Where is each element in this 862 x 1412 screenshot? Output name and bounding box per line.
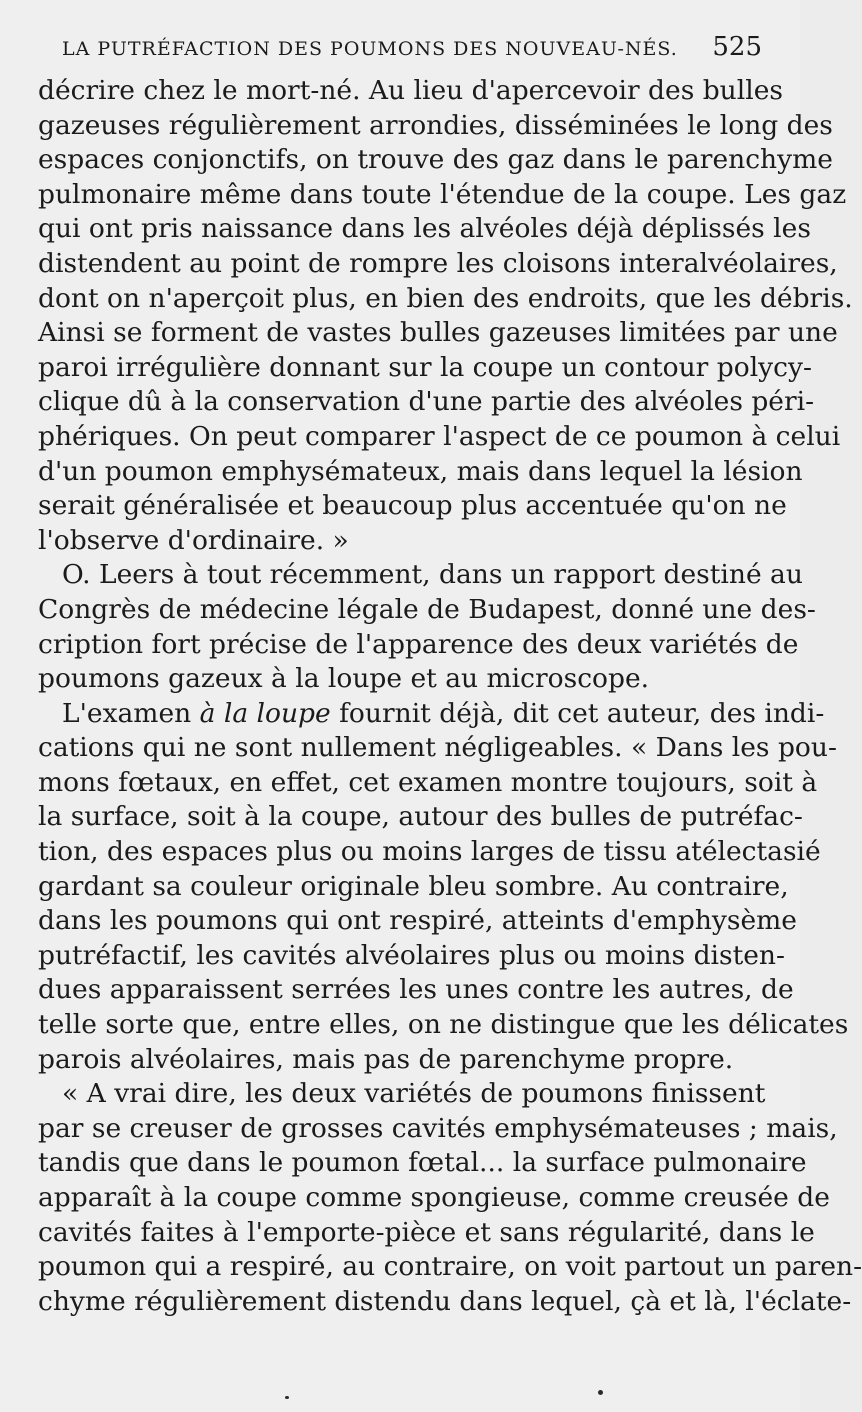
text-line: dont on n'aperçoit plus, en bien des endroits, que les débris. bbox=[38, 282, 853, 314]
text-line: mons fœtaux, en effet, cet examen montre toujours, soit à bbox=[38, 766, 818, 798]
text-line: putréfactif, les cavités alvéolaires plus ou moins disten- bbox=[38, 939, 785, 971]
text-line: gazeuses régulièrement arrondies, disséminées le long des bbox=[38, 109, 833, 141]
text-line: serait généralisée et beaucoup plus accentuée qu'on ne bbox=[38, 490, 787, 522]
text-line: la surface, soit à la coupe, autour des bulles de putréfac- bbox=[38, 801, 803, 833]
text-line: clique dû à la conservation d'une partie des alvéoles péri- bbox=[38, 386, 815, 418]
italic-phrase: à la loupe bbox=[199, 697, 331, 729]
text-line: telle sorte que, entre elles, on ne distingue que les délicates bbox=[38, 1009, 849, 1041]
text-line: tandis que dans le poumon fœtal... la surface pulmonaire bbox=[38, 1147, 807, 1179]
text-line: dans les poumons qui ont respiré, atteints d'emphysème bbox=[38, 905, 797, 937]
text-line: apparaît à la coupe comme spongieuse, comme creusée de bbox=[38, 1182, 830, 1213]
text-line: paroi irrégulière donnant sur la coupe un contour polycy- bbox=[38, 351, 812, 383]
text-line: O. Leers à tout récemment, dans un rapport destiné au bbox=[62, 559, 803, 591]
text-line: poumon qui a respiré, au contraire, on voit partout un paren- bbox=[38, 1251, 862, 1283]
text-line: phériques. On peut comparer l'aspect de ce poumon à celui bbox=[38, 420, 841, 452]
running-title: LA PUTRÉFACTION DES POUMONS DES NOUVEAU-NÉS. bbox=[62, 38, 678, 60]
body-text bbox=[38, 74, 862, 1319]
text-line: décrire chez le mort-né. Au lieu d'apercevoir des bulles bbox=[38, 75, 783, 106]
page-header bbox=[62, 30, 762, 70]
text-line: espaces conjonctifs, on trouve des gaz dans le parenchyme bbox=[38, 144, 833, 176]
text-line: distendent au point de rompre les cloisons interalvéolaires, bbox=[38, 247, 838, 279]
print-speck bbox=[598, 1390, 603, 1395]
text-line: cription fort précise de l'apparence des deux variétés de bbox=[38, 628, 799, 660]
text-segment: fournit déjà, dit cet auteur, des indi- bbox=[330, 697, 825, 729]
text-line: « A vrai dire, les deux variétés de poumons finissent bbox=[62, 1078, 766, 1110]
text-line: cations qui ne sont nullement négligeables. « Dans les pou- bbox=[38, 732, 837, 764]
text-line: tion, des espaces plus ou moins larges de tissu atélectasié bbox=[38, 836, 821, 868]
text-line: l'observe d'ordinaire. » bbox=[38, 524, 349, 556]
page-number: 525 bbox=[712, 32, 762, 62]
text-line: parois alvéolaires, mais pas de parenchyme propre. bbox=[38, 1043, 734, 1075]
text-segment: L'examen bbox=[62, 697, 200, 729]
text-line: qui ont pris naissance dans les alvéoles déjà déplissés les bbox=[38, 213, 811, 245]
text-line: Ainsi se forment de vastes bulles gazeuses limitées par une bbox=[38, 317, 838, 349]
text-line: chyme régulièrement distendu dans lequel, çà et là, l'éclate- bbox=[38, 1285, 852, 1317]
text-line: cavités faites à l'emporte-pièce et sans régularité, dans le bbox=[38, 1216, 815, 1248]
text-line: dues apparaissent serrées les unes contre les autres, de bbox=[38, 974, 794, 1006]
text-line: pulmonaire même dans toute l'étendue de la coupe. Les gaz bbox=[38, 178, 847, 210]
text-line: Congrès de médecine légale de Budapest, donné une des- bbox=[38, 593, 816, 625]
text-line-mixed bbox=[38, 697, 825, 732]
text-line: gardant sa couleur originale bleu sombre. Au contraire, bbox=[38, 870, 789, 902]
text-line: poumons gazeux à la loupe et au microscope. bbox=[38, 663, 650, 695]
print-speck bbox=[285, 1396, 289, 1399]
text-line: d'un poumon emphysémateux, mais dans lequel la lésion bbox=[38, 455, 803, 487]
text-line: par se creuser de grosses cavités emphysémateuses ; mais, bbox=[38, 1112, 838, 1144]
